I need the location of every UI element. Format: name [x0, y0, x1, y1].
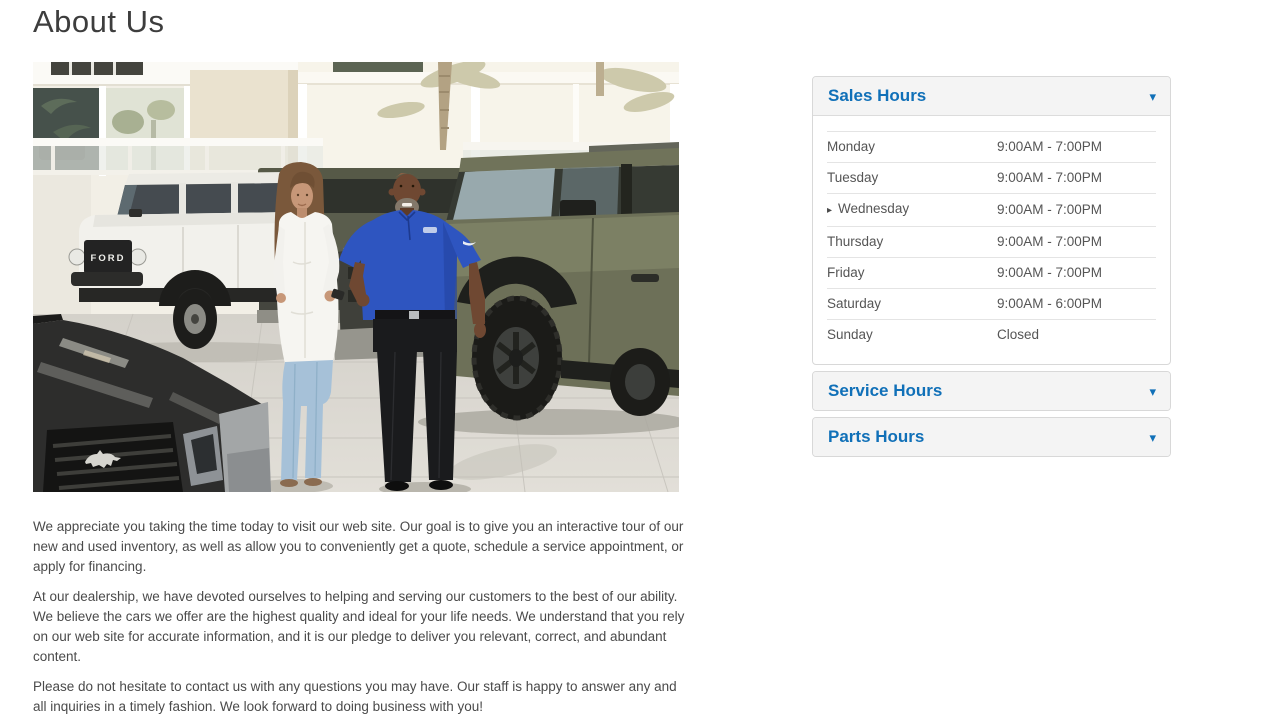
chevron-down-icon: ▾ — [1149, 429, 1156, 445]
sales-hours-panel — [812, 76, 1171, 365]
sales-hours-header[interactable] — [813, 77, 1170, 115]
sales-hours-table — [827, 131, 1156, 350]
about-paragraph-2: At our dealership, we have devoted ourselves to helping and serving our customers to the best of our ability. We believe the cars we offer are the highest quality and ideal for your life needs. We understand that you rely on our web site for accurate information, and it is our pledge to deliver you relevant, correct, and abundant content. — [33, 589, 685, 664]
hours-row-thursday — [827, 227, 1156, 258]
day-label: Monday — [827, 139, 876, 154]
time-value: 9:00AM - 7:00PM — [997, 170, 1103, 185]
day-label: Wednesday — [838, 201, 910, 216]
hours-accordions — [812, 76, 1171, 463]
hours-row-sunday — [827, 320, 1156, 351]
day-label: Saturday — [827, 296, 882, 311]
chevron-down-icon: ▾ — [1149, 383, 1156, 399]
about-paragraph-3: Please do not hesitate to contact us with any questions you may have. Our staff is happy to answer any and all inquiries in a timely fashion. We look forward to doing business with you! — [33, 679, 677, 714]
service-hours-title: Service Hours — [828, 381, 943, 400]
time-value: 9:00AM - 7:00PM — [997, 139, 1103, 154]
showroom-photo — [33, 62, 679, 492]
hours-row-saturday — [827, 289, 1156, 320]
time-value: 9:00AM - 7:00PM — [997, 234, 1103, 249]
day-label: Thursday — [827, 234, 884, 249]
page-title: About Us — [33, 4, 165, 39]
about-text — [33, 517, 693, 719]
sales-hours-title: Sales Hours — [828, 86, 927, 105]
day-label: Friday — [827, 265, 865, 280]
about-paragraph-1: We appreciate you taking the time today to visit our web site. Our goal is to give you an interactive tour of our new and used inventory, as well as allow you to conveniently get a quote, schedule a service appointment, or apply for financing. — [33, 519, 684, 574]
day-label: Sunday — [827, 327, 873, 342]
hours-row-wednesday-today — [827, 194, 1156, 227]
time-value: Closed — [997, 327, 1040, 342]
ford-grille-text: FORD — [90, 253, 126, 264]
time-value: 9:00AM - 6:00PM — [997, 296, 1103, 311]
time-value: 9:00AM - 7:00PM — [997, 265, 1103, 280]
hours-row-friday — [827, 258, 1156, 289]
parts-hours-title: Parts Hours — [828, 427, 925, 446]
service-hours-panel — [812, 371, 1171, 411]
today-marker-icon: ▸ — [827, 205, 833, 216]
chevron-down-icon: ▾ — [1149, 88, 1156, 104]
hours-row-monday — [827, 132, 1156, 163]
time-value: 9:00AM - 7:00PM — [997, 202, 1103, 217]
sales-hours-body — [813, 115, 1170, 364]
service-hours-header[interactable] — [813, 372, 1170, 410]
day-label: Tuesday — [827, 170, 879, 185]
hours-row-tuesday — [827, 163, 1156, 194]
parts-hours-panel — [812, 417, 1171, 457]
parts-hours-header[interactable] — [813, 418, 1170, 456]
showroom-illustration — [33, 62, 679, 492]
